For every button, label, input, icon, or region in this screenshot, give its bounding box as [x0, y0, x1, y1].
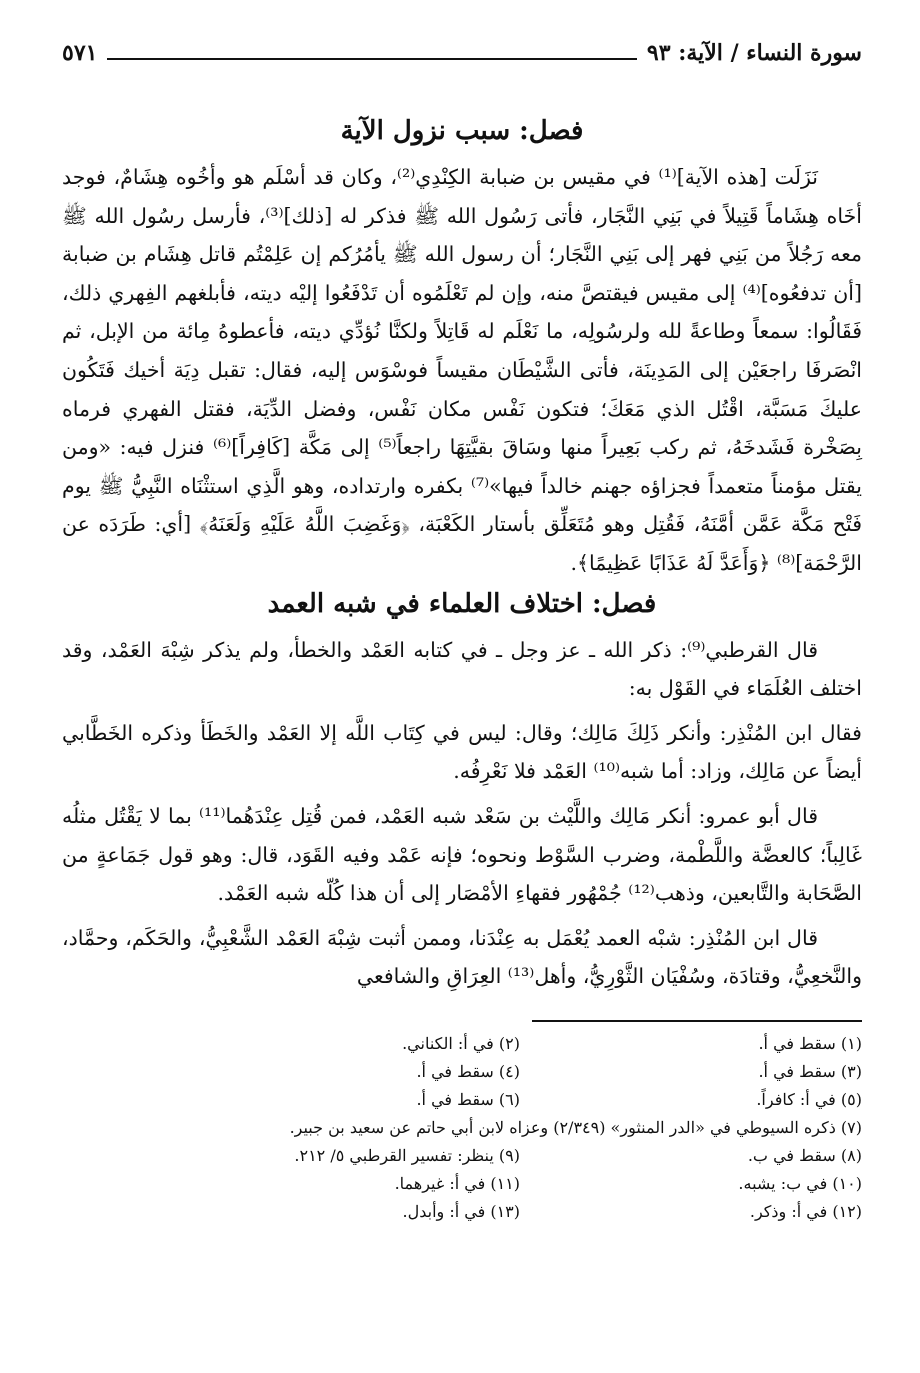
footnote: (١١) في أ: غيرهما.: [394, 1173, 520, 1193]
footnote-row: [62, 1030, 862, 1058]
footnote: (١٢) في أ: وذكر.: [749, 1201, 862, 1221]
section-title-revelation-cause: فصل: سبب نزول الآية: [340, 116, 584, 146]
footnote-row: [62, 1142, 862, 1170]
footnote-row: [62, 1170, 862, 1198]
paragraph: نَزَلَت [هذه الآية]⁽¹⁾ في مقيس بن ضبابة الكِنْدِي⁽²⁾، وكان قد أسْلَم هو وأخُوه هِشَامٌ، فوجد أخَاه هِشَاماً قَتِيلاً في بَنِي النَّجَار، فأتى رَسُول الله ﷺ فذكر له [ذلك]⁽³⁾، فأرسل رسُول الله ﷺ معه رَجُلاً من بَنِي فهر إلى بَنِي النَّجَار؛ أن رسول الله ﷺ يأمُرُكم إن عَلِمْتُم قاتل هِشَام بن ضبابة [أن تدفعُوه]⁽⁴⁾ إلى مقيس فيقتصَّ منه، وإن لم تَعْلَمُوه أن تَدْفَعُوا إليْه ديته، فأبلغهم الفِهري ذلك، فَقَالُوا: سمعاً وطاعةً لله ولرسُولِه، ما نَعْلَم له قَاتِلاً ولكنَّا نُؤدِّي ديته، فأعطوهُ مِائة من الإبل، ثم انْصَرفَا راجعَيْن إلى المَدِينَة، فأتى الشَّيْطَان مقيساً فوسْوَس إليه، فقال: تقبل دِيَة أخيك فَتَكُون عليكَ مَسَبَّة، اقْتُل الذي مَعَكَ؛ فتكون نَفْس مكان نَفْس، وفضل الدِّيَة، فقتل الفهري فرماه بِصَخْرة فَشَدخَهُ، ثم ركب بَعِيراً منها وسَاقَ بقيَّتِهَا راجعاً⁽⁵⁾ إلى مَكَّة [كَافِراً]⁽⁶⁾ فنزل فيه: «ومن يقتل مؤمناً متعمداً فجزاؤه جهنم خالداً فيها»⁽⁷⁾ بكفره وارتداده، وهو الَّذِي استثْنَاه النَّبِيُّ ﷺ يوم فَتْح مَكَّة عَمَّن أمَّنَهُ، فَقُتِل وهو مُتَعَلِّق بأستار الكَعْبَة، ﴿وَغَضِبَ اللَّهُ عَلَيْهِ وَلَعَنَهُ﴾ [أي: طَرَدَه عن الرَّحْمَة]⁽⁸⁾ ﴿وَأَعَدَّ لَهُ عَذَابًا عَظِيمًا﴾.: [62, 165, 863, 575]
paragraph: قال ابن المُنْذِر: شبْه العمد يُعْمَل به عِنْدَنا، وممن أثبت شِبْهَ العَمْد الشَّعْبِيُّ، والحَكَم، وحمَّاد، والنَّخعِيُّ، وقتادَة، وسُفْيَان الثَّوْرِيُّ، وأهل⁽¹³⁾ العِرَاقِ والشافعي: [62, 925, 862, 989]
footnote-row: [62, 1058, 862, 1086]
running-header: [62, 36, 862, 66]
surah-reference: سورة النساء / الآية: ٩٣: [646, 40, 862, 66]
page-number: ٥٧١: [62, 40, 98, 66]
paragraph: فقال ابن المُنْذِر: وأنكر ذَلِكَ مَالِك؛ وقال: ليس في كِتَاب اللَّه إلا العَمْد والخَطَأ وذكره الخَطَّابي أيضاً عن مَالِك، وزاد: أما شبه⁽¹⁰⁾ العَمْد فلا نَعْرِفُه.: [62, 720, 862, 784]
footnote-row: [62, 1198, 862, 1226]
paragraph: قال أبو عمرو: أنكر مَالِك واللَّيْث بن سَعْد شبه العَمْد، فمن قُتِل عِنْدَهُما⁽¹¹⁾ بما لا يَقْتُل مثلُه غَالِباً؛ كالعضَّة واللَّطْمة، وضرب السَّوْط ونحوه؛ فإنه عَمْد وفيه القَوَد، قال: وهو قول جَمَاعةٍ من الصَّحَابة والتَّابعين، وذهب⁽¹²⁾ جُمْهُور فقهاءِ الأمْصَار إلى أن هذا كُلّه شبه العَمْد.: [62, 803, 862, 906]
footnote: (٢) في أ: الكناني.: [402, 1033, 520, 1053]
footnotes: [62, 1030, 862, 1226]
footnote: (١) سقط في أ.: [758, 1033, 862, 1053]
footnote: (٧) ذكره السيوطي في «الدر المنثور» (٢/٣٤٩) وعزاه لابن أبي حاتم عن سعيد بن جبير.: [289, 1117, 862, 1137]
footnote: (١٣) في أ: وأبدل.: [402, 1201, 520, 1221]
paragraph: قال القرطبي⁽⁹⁾: ذكر الله ـ عز وجل ـ في كتابه العَمْد والخطأ، ولم يذكر شِبْهَ العَمْد، وقد اختلف العُلَمَاء في القَوْل به:: [62, 637, 862, 701]
footnote: (١٠) في ب: يشبه.: [738, 1173, 862, 1193]
footnote-row: [62, 1114, 862, 1142]
footnote-separator: [532, 1020, 862, 1022]
footnote: (٣) سقط في أ.: [758, 1061, 862, 1081]
header-rule: [107, 58, 636, 60]
footnote: (٦) سقط في أ.: [416, 1089, 520, 1109]
footnote: (٩) ينظر: تفسير القرطبي ٥/ ٢١٢.: [294, 1145, 520, 1165]
footnote-row: [62, 1086, 862, 1114]
footnote: (٤) سقط في أ.: [416, 1061, 520, 1081]
footnote: (٨) سقط في ب.: [747, 1145, 862, 1165]
section-title-scholars-disagreement: فصل: اختلاف العلماء في شبه العمد: [267, 588, 657, 619]
footnote: (٥) في أ: كافراً.: [756, 1089, 862, 1109]
